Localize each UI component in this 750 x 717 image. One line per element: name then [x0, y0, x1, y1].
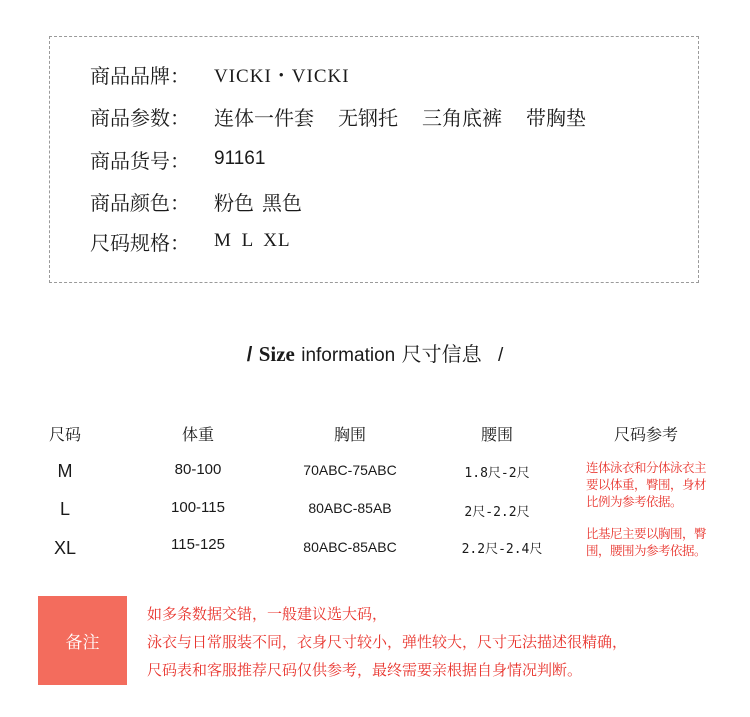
title-size: Size — [258, 342, 295, 366]
param-one-piece: 连体一件套 — [214, 105, 314, 130]
note-line: 连体泳衣和分体泳衣主 — [586, 460, 707, 475]
row-xl-bust: 80ABC-85ABC — [303, 539, 397, 555]
row-xl-size: XL — [53, 538, 77, 558]
color-pink: 粉色 — [214, 190, 254, 215]
brand-label: 商品品牌： — [90, 63, 190, 88]
colors-value — [214, 187, 302, 216]
param-chest-pad: 带胸垫 — [526, 105, 586, 130]
item-no-label: 商品货号： — [90, 148, 190, 173]
row-m-weight: 80-100 — [174, 461, 222, 478]
title-cn: 尺寸信息 — [401, 342, 482, 366]
row-xl-weight: 115-125 — [171, 536, 225, 553]
title-slash-right: / — [497, 345, 504, 366]
header-reference: 尺码参考 — [613, 425, 679, 444]
param-triangle-bottom: 三角底裤 — [422, 105, 502, 130]
info-row-item-no — [90, 144, 265, 174]
header-waist: 腰围 — [480, 425, 514, 444]
params-value — [214, 102, 586, 131]
row-l-size: L — [59, 499, 71, 519]
note-line: 要以体重，臀围，身材 — [586, 477, 707, 492]
row-l-waist: 2尺-2.2尺 — [464, 505, 530, 520]
header-weight: 体重 — [181, 425, 215, 444]
size-info-title — [0, 338, 750, 367]
note-line: 比例为参考依据。 — [586, 494, 683, 509]
info-row-sizes — [90, 226, 291, 256]
title-information: information — [301, 345, 396, 366]
header-bust: 胸围 — [333, 425, 367, 444]
param-no-underwire: 无钢托 — [338, 105, 398, 130]
row-m-bust: 70ABC-75ABC — [303, 462, 397, 478]
row-xl-waist: 2.2尺-2.4尺 — [461, 542, 543, 557]
reference-note-bikini — [586, 525, 736, 559]
params-label: 商品参数： — [90, 105, 190, 130]
remark-line-1: 如多条数据交错，一般建议选大码， — [147, 605, 388, 623]
brand-value: VICKI・VICKI — [214, 65, 350, 87]
sizes-value: M L XL — [214, 230, 291, 251]
remark-badge-label: 备注 — [65, 633, 100, 653]
info-row-params — [90, 101, 586, 131]
sizes-label: 尺码规格： — [90, 230, 190, 255]
colors-label: 商品颜色： — [90, 190, 190, 215]
note-line: 围，腰围为参考依据。 — [586, 543, 707, 558]
row-m-size: M — [57, 461, 73, 481]
title-slash-left: / — [246, 344, 253, 366]
row-l-weight: 100-115 — [171, 499, 225, 516]
color-black: 黑色 — [262, 190, 302, 215]
note-line: 比基尼主要以胸围，臀 — [586, 526, 707, 541]
product-info-box — [49, 36, 699, 283]
item-no-value: 91161 — [214, 148, 266, 169]
row-m-waist: 1.8尺-2尺 — [464, 466, 530, 481]
reference-note-one-piece — [586, 459, 736, 510]
row-l-bust: 80ABC-85AB — [308, 500, 392, 516]
remark-line-3: 尺码表和客服推荐尺码仅供参考，最终需要亲根据自身情况判断。 — [147, 661, 583, 679]
remark-line-2: 泳衣与日常服装不同，衣身尺寸较小，弹性较大，尺寸无法描述很精确， — [147, 633, 628, 651]
info-row-brand — [90, 59, 350, 89]
info-row-colors — [90, 186, 302, 216]
header-size: 尺码 — [48, 425, 82, 444]
remark-badge — [38, 596, 127, 685]
